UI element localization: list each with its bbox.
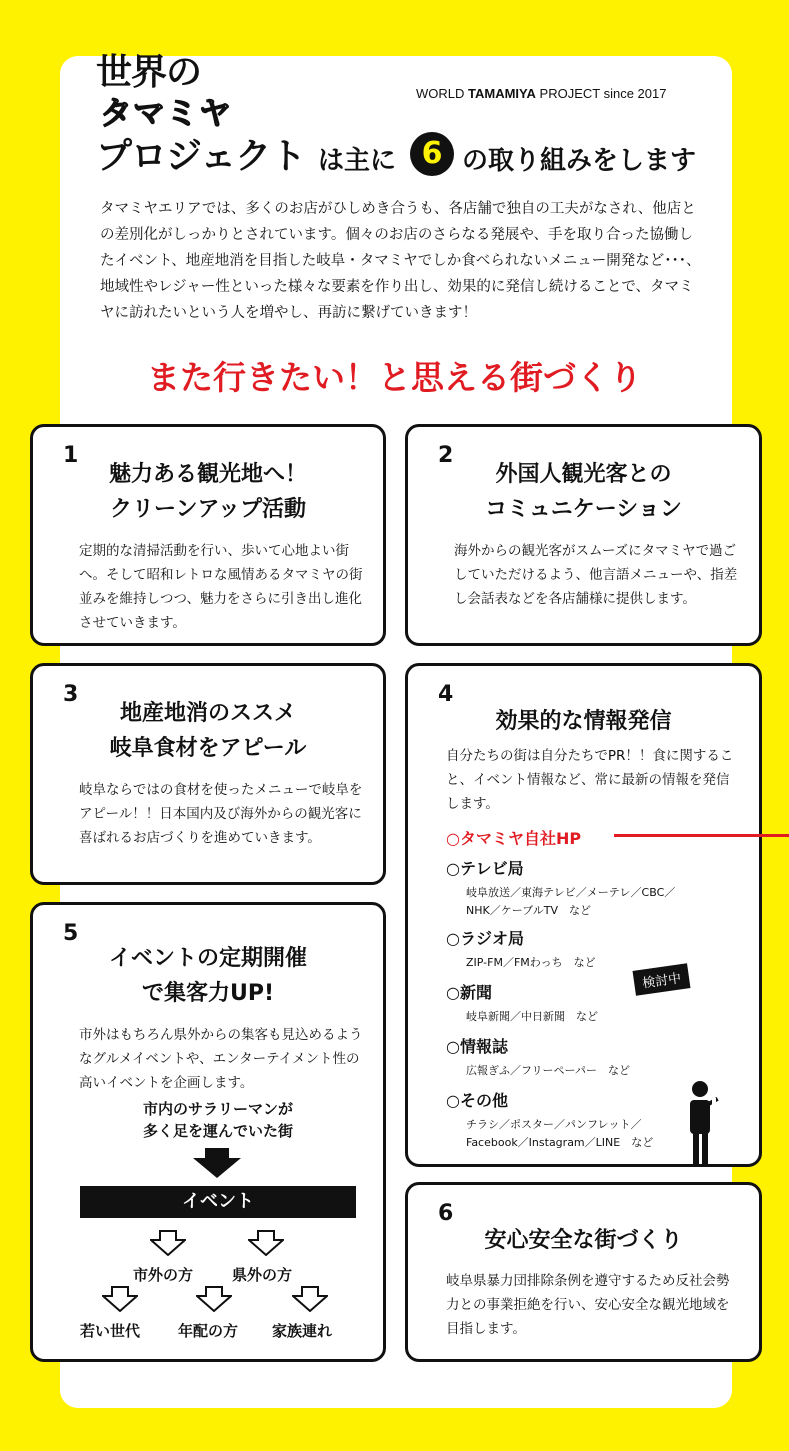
media-other-name: ○その他 — [446, 1091, 508, 1110]
flow-top-2: 多く足を運んでいた街 — [142, 1122, 293, 1140]
item-2-card — [405, 424, 762, 646]
item-1-number: 1 — [63, 443, 79, 468]
item-5-title-1: イベントの定期開催 — [108, 946, 307, 971]
media-magazine-detail: 広報ぎふ／フリーペーパー など — [466, 1064, 631, 1077]
item-3-title-2: 岐阜食材をアピール — [109, 736, 307, 761]
down-arrow-icon — [193, 1148, 241, 1178]
flow-mid-a: 市外の方 — [133, 1266, 194, 1284]
intro-text: タマミヤエリアでは、多くのお店がひしめき合うも、各店舗で独自の工夫がなされ、他店との差別化がしっかりとされています。個々のお店のさらなる発展や、手を取り合った協働したイベント、地産地消を目指した岐阜・タマミヤでしか食べられないメニュー開発など･･･、地域性やレジャー性といった様々な要素を作り出し、効果的に発信し続けることで、タマミヤに訪れたいという人を増やし、再訪に繋げていきます！ — [100, 201, 701, 321]
outline-arrow-icon — [102, 1286, 138, 1312]
title-line-1: 世界の — [96, 52, 202, 93]
media-other — [446, 1090, 653, 1152]
count-badge: 6 — [410, 132, 454, 176]
item-6-number: 6 — [438, 1201, 454, 1226]
media-radio-name: ○ラジオ局 — [446, 929, 524, 948]
item-2-body: 海外からの観光客がスムーズにタマミヤで過ごしていただけるよう、他言語メニューや、指差し会話表などを各店舗様に提供します。 — [454, 543, 738, 607]
subtitle-b: TAMAMIYA — [468, 86, 536, 101]
media-newspaper — [446, 982, 598, 1026]
item-2-title-1: 外国人観光客との — [495, 462, 672, 487]
item-6-title-1: 安心安全な街づくり — [484, 1228, 683, 1253]
media-tv-name: ○テレビ局 — [446, 859, 524, 878]
media-magazine-name: ○情報誌 — [446, 1037, 508, 1056]
item-3-number: 3 — [63, 682, 79, 707]
outline-arrow-icon — [292, 1286, 328, 1312]
subtitle-c: PROJECT since 2017 — [539, 86, 667, 101]
item-4-number: 4 — [438, 682, 454, 707]
media-radio — [446, 928, 596, 972]
media-tv-detail-1: 岐阜放送／東海テレビ／メーテレ／CBC／ — [466, 886, 676, 899]
title-line-3: プロジェクト — [96, 136, 306, 177]
hp-red-line — [614, 834, 789, 837]
item-6-card — [405, 1182, 762, 1362]
item-3-title-1: 地産地消のススメ — [119, 701, 296, 726]
media-hp-name: ○タマミヤ自社HP — [446, 829, 582, 848]
item-4-title-1: 効果的な情報発信 — [495, 709, 672, 734]
outline-arrow-icon — [196, 1286, 232, 1312]
flow-mid-b: 県外の方 — [232, 1266, 293, 1284]
item-2-title-2: コミュニケーション — [485, 497, 682, 522]
media-magazine — [446, 1036, 630, 1080]
outline-arrow-icon — [248, 1230, 284, 1256]
item-5-title-2: で集客力UP! — [141, 981, 275, 1006]
media-newspaper-detail: 岐阜新聞／中日新聞 など — [466, 1010, 598, 1023]
item-6-body: 岐阜県暴力団排除条例を遵守するため反社会勢力との事業拒絶を行い、安心安全な観光地域を目指します。 — [446, 1273, 730, 1337]
title-line-2: タマミヤ — [100, 94, 233, 132]
media-hp — [446, 828, 581, 850]
flow-top-1: 市内のサラリーマンが — [142, 1100, 293, 1118]
flow-bottom-b: 年配の方 — [178, 1322, 239, 1340]
flow-top — [80, 1098, 356, 1142]
item-2-number: 2 — [438, 443, 454, 468]
item-1-title-2: クリーンアップ活動 — [109, 497, 307, 522]
media-other-detail-2: Facebook／Instagram／LINE など — [466, 1136, 654, 1149]
item-3-body: 岐阜ならではの食材を使ったメニューで岐阜をアピール！！日本国内及び海外からの観光客に喜ばれるお店づくりを進めていきます。 — [79, 782, 363, 846]
event-bar: イベント — [80, 1186, 356, 1218]
media-newspaper-name: ○新聞 — [446, 983, 492, 1002]
item-1-body: 定期的な清掃活動を行い、歩いて心地よい街へ。そして昭和レトロな風情あるタマミヤの街並みを維持しつつ、魅力をさらに引き出し進化させていきます。 — [79, 543, 363, 631]
subtitle — [416, 86, 666, 101]
subtitle-a: WORLD — [416, 86, 465, 101]
media-tv-detail-2: NHK／ケーブルTV など — [466, 904, 591, 917]
item-5-body: 市外はもちろん県外からの集客も見込めるようなグルメイベントや、エンターテイメント性の高いイベントを企画します。 — [79, 1027, 363, 1091]
item-5-number: 5 — [63, 921, 79, 946]
item-3-card — [30, 663, 386, 885]
item-1-title-1: 魅力ある観光地へ！ — [108, 462, 307, 487]
item-1-card — [30, 424, 386, 646]
flow-bottom-a: 若い世代 — [80, 1322, 141, 1340]
title-suffix-b: の取り組みをします — [462, 146, 697, 176]
media-radio-detail: ZIP-FM／FMわっち など — [466, 956, 596, 969]
speaker-person-icon — [682, 1080, 722, 1166]
media-other-detail-1: チラシ／ポスター／パンフレット／ — [466, 1118, 642, 1131]
media-tv — [446, 858, 675, 920]
title-suffix-a: は主に — [318, 146, 397, 176]
flow-bottom-c: 家族連れ — [272, 1322, 333, 1340]
outline-arrow-icon — [150, 1230, 186, 1256]
item-4-body: 自分たちの街は自分たちでPR！！食に関すること、イベント情報など、常に最新の情報を発信します。 — [446, 748, 734, 812]
pending-badge: 検討中 — [633, 963, 691, 995]
tagline: また行きたい！と思える街づくり — [147, 358, 642, 397]
